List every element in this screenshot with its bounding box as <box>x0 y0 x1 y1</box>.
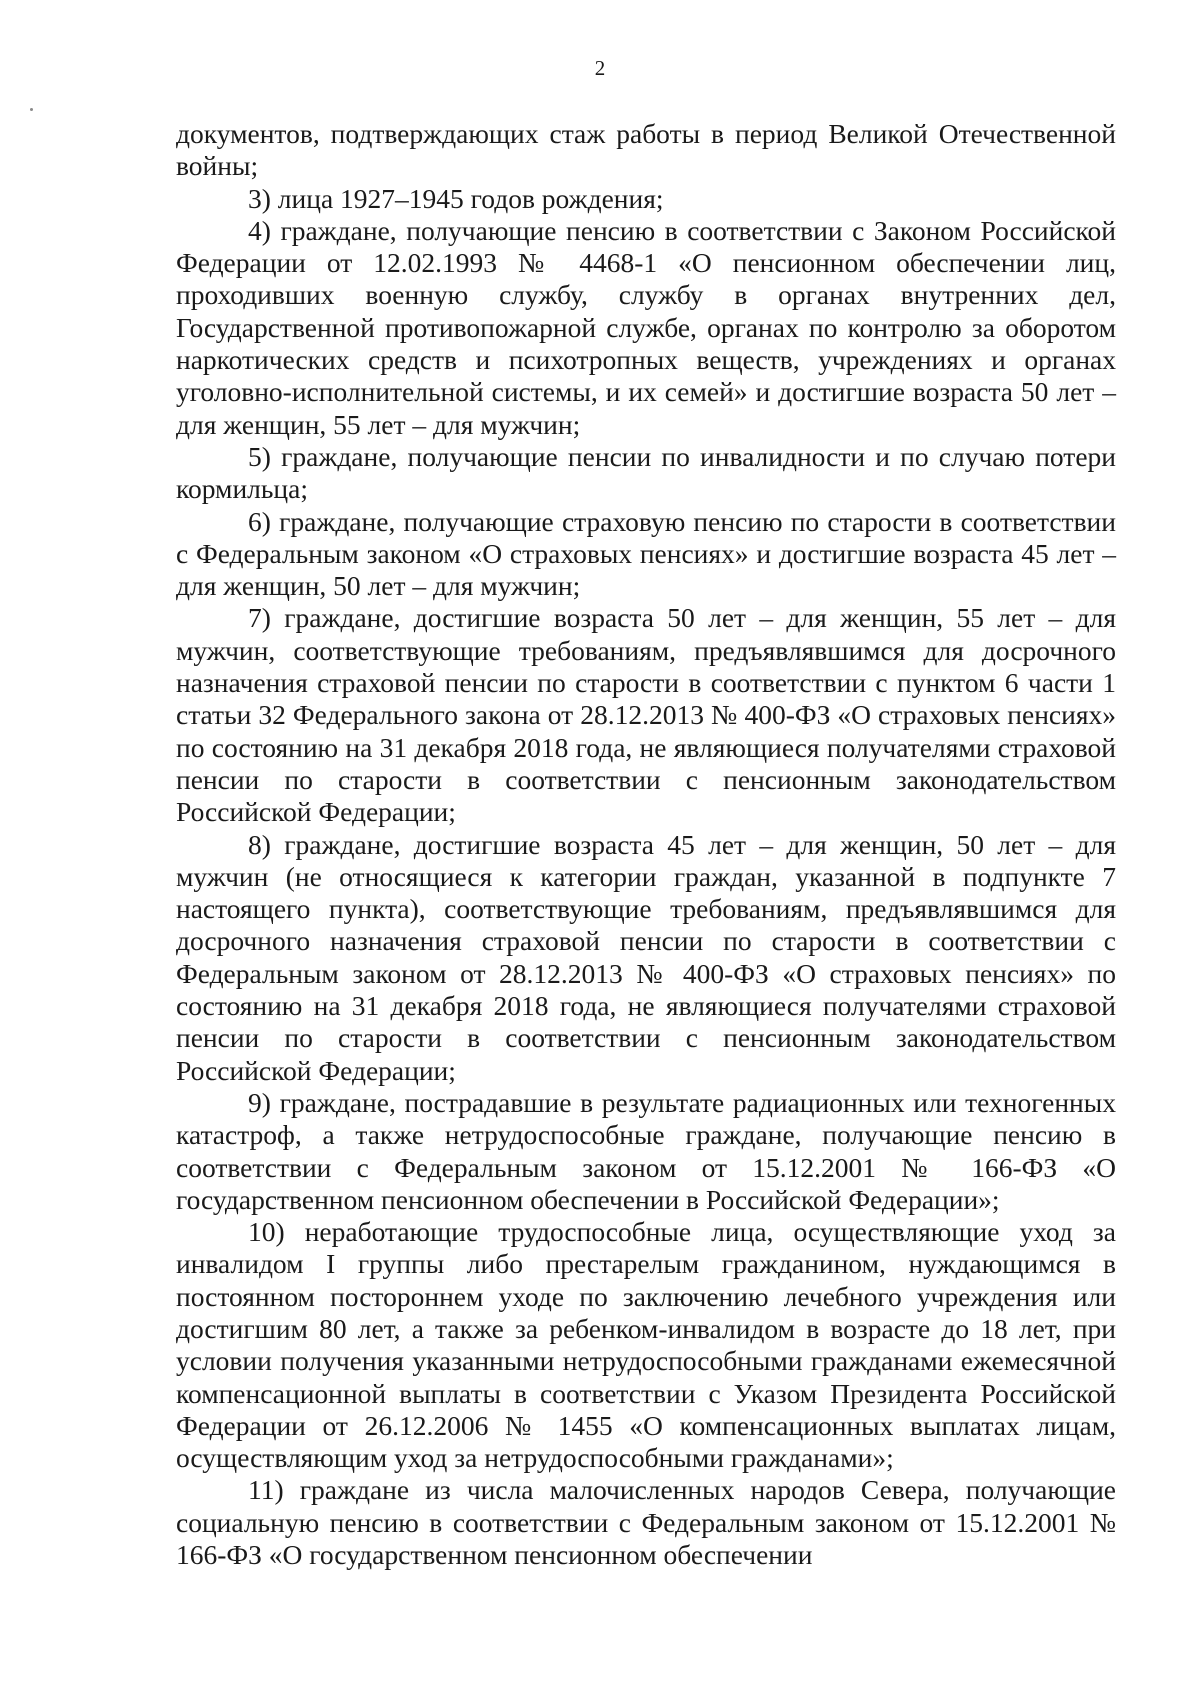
list-item-11: 11) граждане из числа малочисленных народов Севера, получающие социальную пенсию в соответствии с Федеральным законом от 15.12.2001 № 166-ФЗ «О государственном пенсионном обеспечении <box>176 1474 1116 1571</box>
paragraph-continuation: документов, подтверждающих стаж работы в период Великой Отечественной войны; <box>176 118 1116 182</box>
list-item-3: 3) лица 1927–1945 годов рождения; <box>248 182 664 214</box>
list-item-6: 6) граждане, получающие страховую пенсию по старости в соответствии с Федеральным законом «О страховых пенсиях» и достигшие возраста 45 лет – для женщин, 50 лет – для мужчин; <box>176 505 1116 602</box>
page-number: 2 <box>594 56 606 80</box>
document-body <box>176 118 1116 1571</box>
list-item-4: 4) граждане, получающие пенсию в соответствии с Законом Российской Федерации от 12.02.1993 № 4468-1 «О пенсионном обеспечении лиц, проходивших военную службу, службу в органах внутренних дел, Государственной противопожарной службе, органах по контролю за оборотом наркотических средств и психотропных веществ, учреждениях и органах уголовно-исполнительной системы, и их семей» и достигшие возраста 50 лет – для женщин, 55 лет – для мужчин; <box>176 214 1116 440</box>
scan-speck <box>30 108 33 111</box>
list-item-7: 7) граждане, достигшие возраста 50 лет – для женщин, 55 лет – для мужчин, соответствующие требованиям, предъявлявшимся для досрочного назначения страховой пенсии по старости в соответствии с пунктом 6 части 1 статьи 32 Федерального закона от 28.12.2013 № 400-ФЗ «О страховых пенсиях» по состоянию на 31 декабря 2018 года, не являющиеся получателями страховой пенсии по старости в соответствии с пенсионным законодательством Российской Федерации; <box>176 602 1116 828</box>
list-item-10: 10) неработающие трудоспособные лица, осуществляющие уход за инвалидом I группы либо престарелым гражданином, нуждающимся в постоянном постороннем уходе по заключению лечебного учреждения или достигшим 80 лет, а также за ребенком-инвалидом в возрасте до 18 лет, при условии получения указанными нетрудоспособными гражданами ежемесячной компенсационной выплаты в соответствии с Указом Президента Российской Федерации от 26.12.2006 № 1455 «О компенсационных выплатах лицам, осуществляющим уход за нетрудоспособными гражданами»; <box>176 1216 1116 1474</box>
list-item-5: 5) граждане, получающие пенсии по инвалидности и по случаю потери кормильца; <box>176 440 1116 505</box>
list-item-8: 8) граждане, достигшие возраста 45 лет – для женщин, 50 лет – для мужчин (не относящиеся к категории граждан, указанной в подпункте 7 настоящего пункта), соответствующие требованиям, предъявлявшимся для досрочного назначения страховой пенсии по старости в соответствии с Федеральным законом от 28.12.2013 № 400-ФЗ «О страховых пенсиях» по состоянию на 31 декабря 2018 года, не являющиеся получателями страховой пенсии по старости в соответствии с пенсионным законодательством Российской Федерации; <box>176 828 1116 1086</box>
list-item-9: 9) граждане, пострадавшие в результате радиационных или техногенных катастроф, а также нетрудоспособные граждане, получающие пенсию в соответствии с Федеральным законом от 15.12.2001 № 166-ФЗ «О государственном пенсионном обеспечении в Российской Федерации»; <box>176 1086 1116 1215</box>
